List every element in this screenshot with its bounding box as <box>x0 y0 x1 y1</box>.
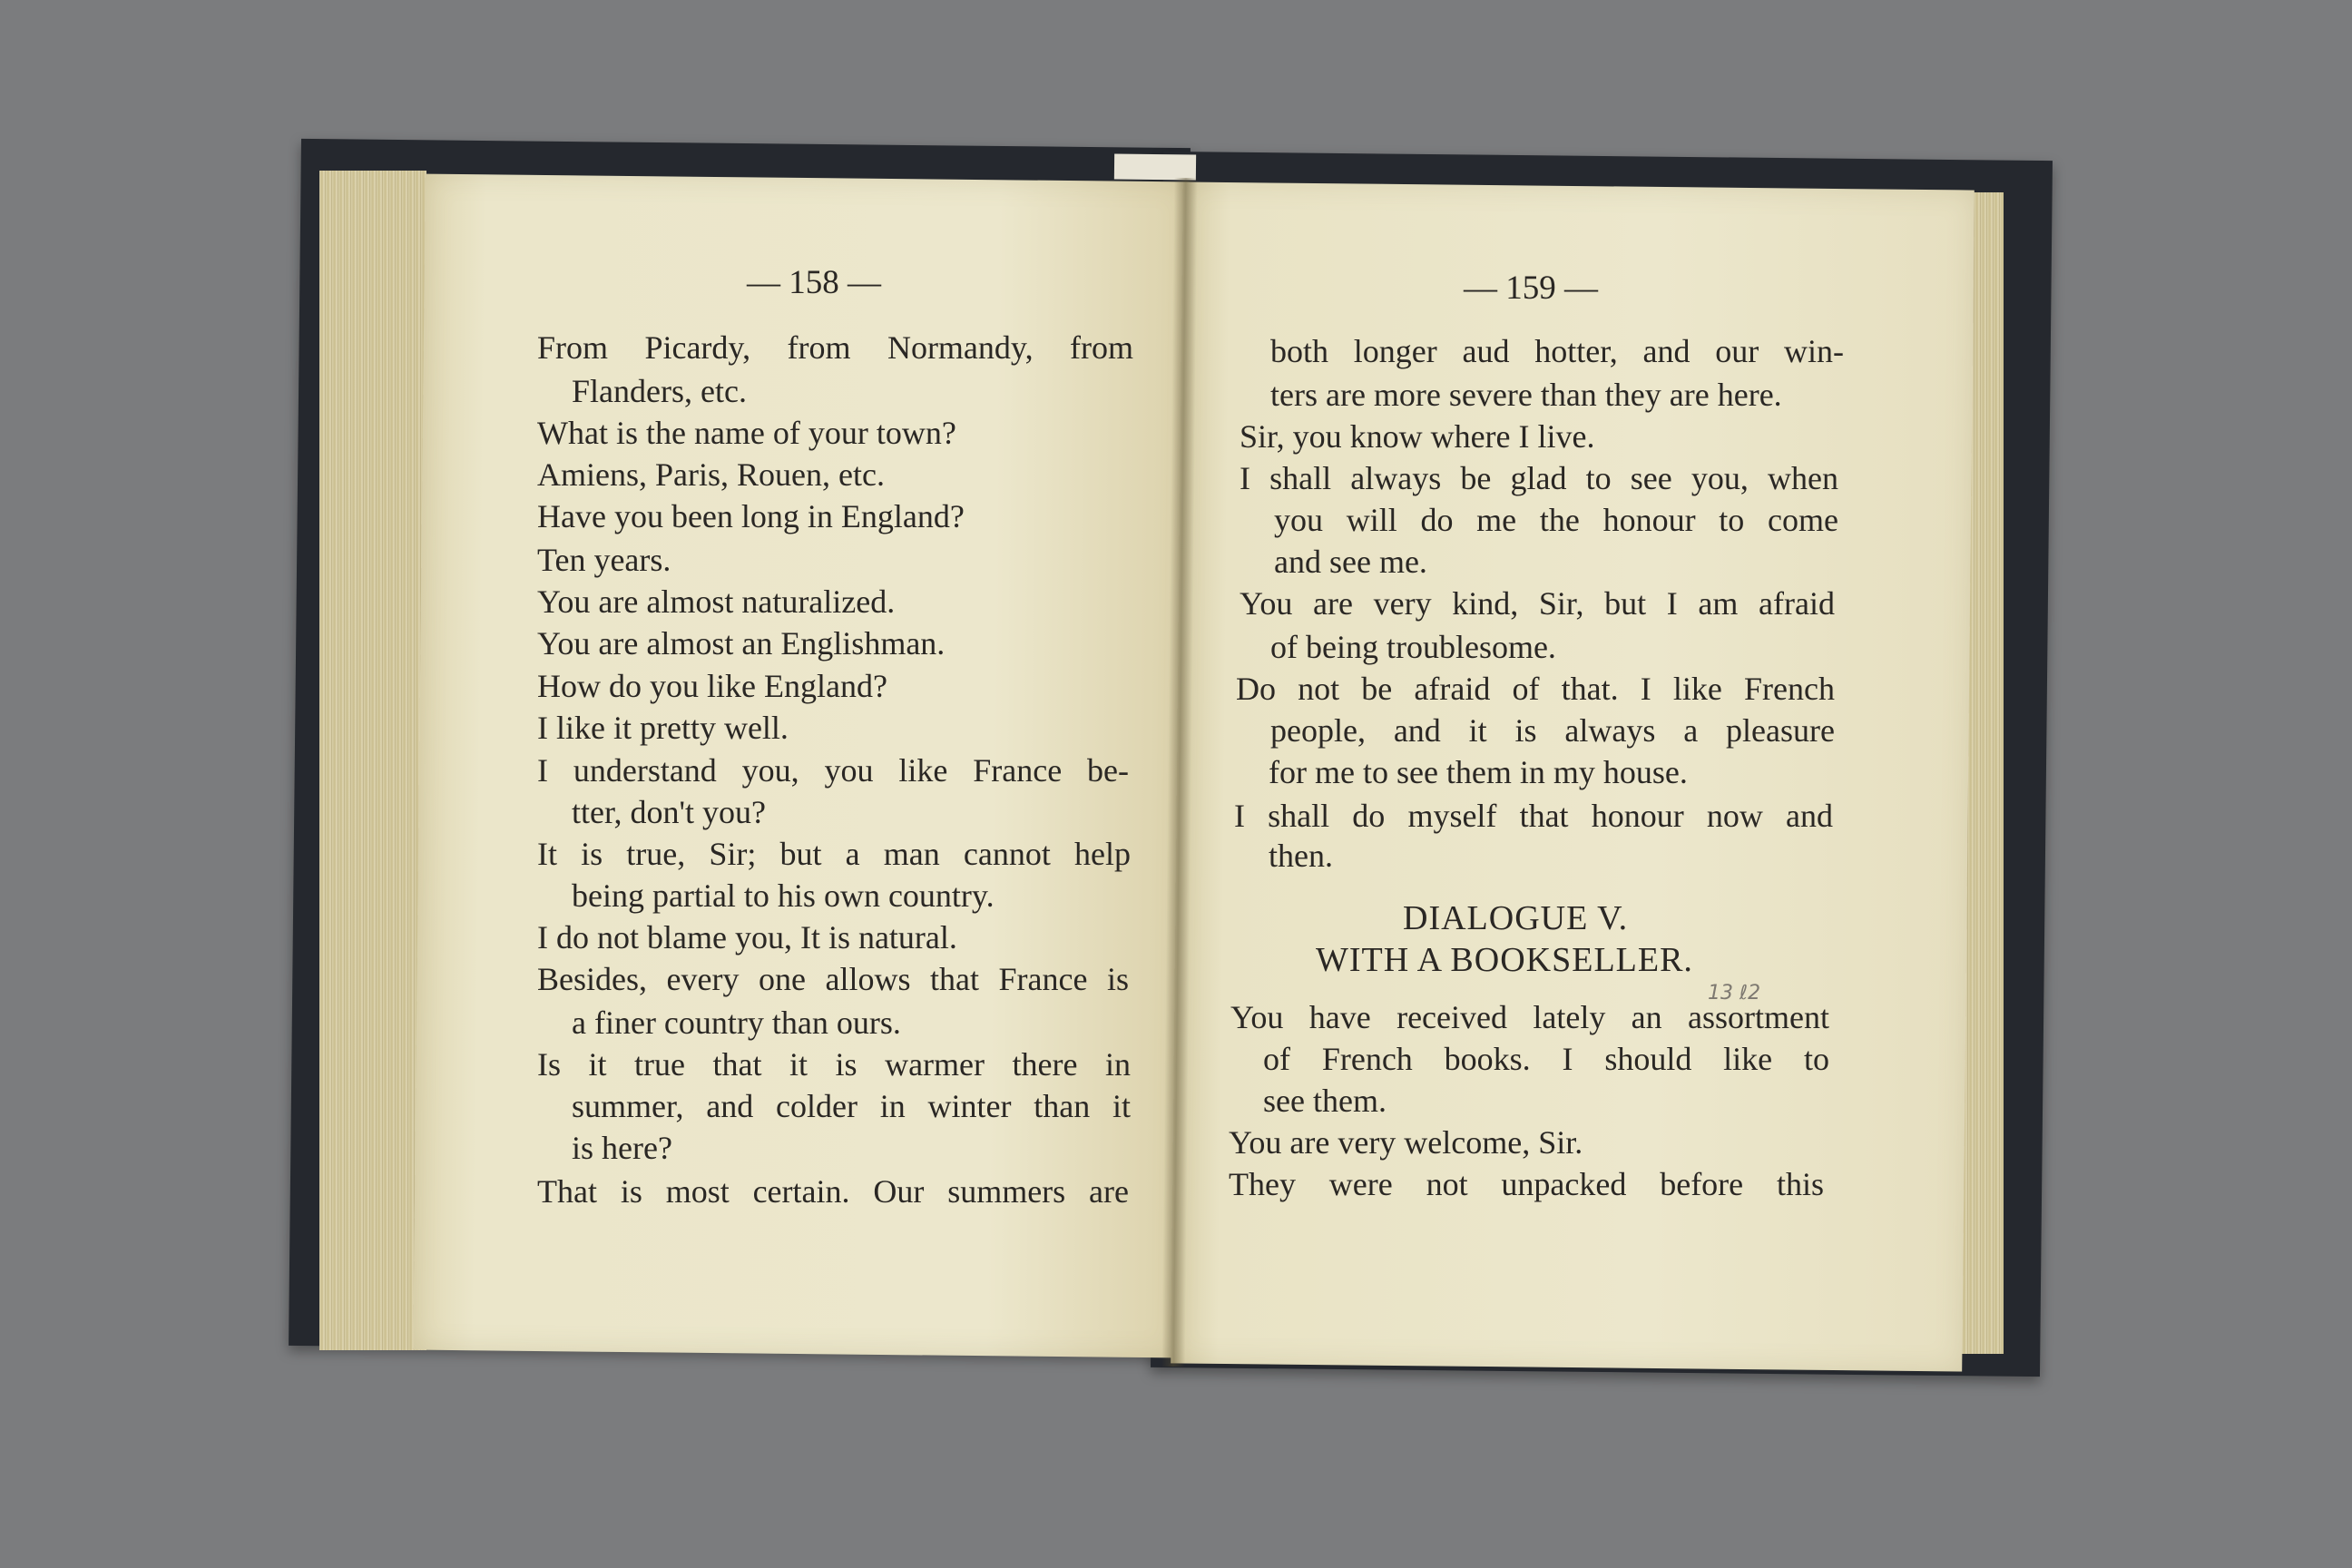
left-page-number: — 158 — <box>747 264 881 301</box>
right-line-12: I shall do myself that honour now and <box>1234 798 1833 834</box>
left-line-8: You are almost an Englishman. <box>537 625 946 662</box>
left-line-10: I like it pretty well. <box>537 710 789 746</box>
right-line-14: You have received lately an assortment <box>1230 999 1829 1035</box>
left-line-11: I understand you, you like France be- <box>537 752 1129 789</box>
right-line-9: Do not be afraid of that. I like French <box>1236 671 1835 707</box>
right-line-1: both longer aud hotter, and our win- <box>1270 333 1844 369</box>
left-line-19: summer, and colder in winter than it <box>572 1088 1131 1124</box>
right-line-8: of being troublesome. <box>1270 629 1556 665</box>
left-line-3: What is the name of your town? <box>537 415 956 451</box>
left-line-7: You are almost naturalized. <box>537 583 896 620</box>
left-line-15: I do not blame you, It is natural. <box>537 919 957 956</box>
left-line-1: From Picardy, from Normandy, from <box>537 329 1133 366</box>
right-line-2: ters are more severe than they are here. <box>1270 377 1782 413</box>
right-line-13: then. <box>1269 838 1333 874</box>
right-line-6: and see me. <box>1274 544 1427 580</box>
left-line-17: a finer country than ours. <box>572 1004 901 1041</box>
left-line-6: Ten years. <box>537 542 671 578</box>
spine-strip <box>1114 154 1196 181</box>
left-line-20: is here? <box>572 1130 672 1166</box>
left-line-12: tter, don't you? <box>572 794 766 830</box>
right-line-17: You are very welcome, Sir. <box>1229 1124 1583 1161</box>
pencil-annotation: 13 ℓ2 <box>1708 982 1761 1004</box>
left-line-9: How do you like England? <box>537 668 887 704</box>
page-edges-left <box>319 171 426 1350</box>
dialogue-subheading: WITH A BOOKSELLER. <box>1316 941 1693 979</box>
left-line-13: It is true, Sir; but a man cannot help <box>537 836 1131 872</box>
right-page-number: — 159 — <box>1464 270 1598 307</box>
right-line-16: see them. <box>1263 1083 1387 1119</box>
left-line-5: Have you been long in England? <box>537 498 965 534</box>
left-line-21: That is most certain. Our summers are <box>537 1173 1129 1210</box>
right-line-4: I shall always be glad to see you, when <box>1240 460 1838 496</box>
right-line-7: You are very kind, Sir, but I am afraid <box>1240 585 1835 622</box>
right-line-18: They were not unpacked before this <box>1229 1166 1824 1202</box>
right-line-10: people, and it is always a pleasure <box>1270 712 1835 749</box>
left-line-4: Amiens, Paris, Rouen, etc. <box>537 456 885 493</box>
right-line-11: for me to see them in my house. <box>1269 754 1688 790</box>
right-line-15: of French books. I should like to <box>1263 1041 1829 1077</box>
left-line-18: Is it true that it is warmer there in <box>537 1046 1131 1083</box>
right-line-5: you will do me the honour to come <box>1274 502 1838 538</box>
left-line-14: being partial to his own country. <box>572 877 995 914</box>
left-line-2: Flanders, etc. <box>572 373 747 409</box>
right-line-3: Sir, you know where I live. <box>1240 418 1595 455</box>
dialogue-heading: DIALOGUE V. <box>1403 899 1629 937</box>
left-line-16: Besides, every one allows that France is <box>537 961 1129 997</box>
